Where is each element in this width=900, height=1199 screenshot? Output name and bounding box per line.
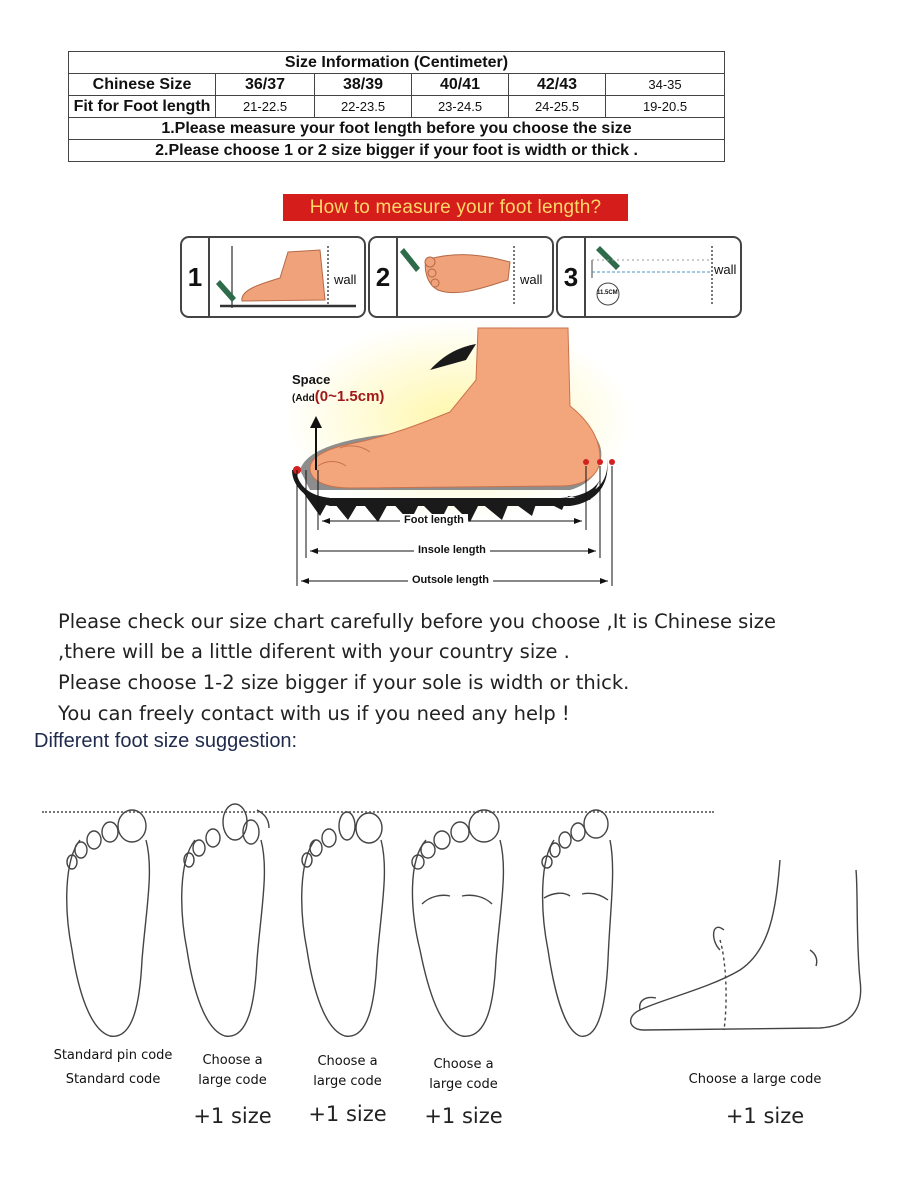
step-number: 3: [558, 238, 586, 316]
foot-label-2-line2: large code: [198, 1073, 267, 1088]
narrow-foot-icon: [542, 810, 613, 1036]
step-number: 2: [370, 238, 398, 316]
length-cell: 22-23.5: [315, 96, 412, 118]
space-add-label: [292, 388, 384, 405]
insole-length-label: Insole length: [414, 544, 490, 556]
size-table: [68, 51, 725, 162]
table-row: [69, 74, 725, 96]
wall-label: wall: [520, 272, 543, 287]
foot-label-5: Choose a large code: [688, 1072, 822, 1087]
info-line-3: Please choose 1-2 size bigger if your sole is width or thick.: [58, 671, 630, 694]
measure-banner: How to measure your foot length?: [283, 194, 628, 221]
info-line-2: ,there will be a little diferent with your country size .: [58, 640, 570, 663]
length-cell: 24-25.5: [509, 96, 606, 118]
length-cell: 23-24.5: [412, 96, 509, 118]
step-1-panel: [180, 236, 366, 318]
foot-label-2-line1: Choose a: [202, 1053, 263, 1068]
space-add-prefix: (Add: [292, 393, 315, 404]
foot-plus-4: +1 size: [424, 1104, 503, 1128]
table-row: [69, 96, 725, 118]
foot-label-3-line1: Choose a: [317, 1054, 378, 1069]
second-toe-foot-icon: [302, 812, 385, 1036]
long-toe-foot-icon: [182, 804, 269, 1036]
step-2-panel: [368, 236, 554, 318]
outsole-length-label: Outsole length: [408, 574, 493, 586]
size-cell: 38/39: [315, 74, 412, 96]
row-label-chinese-size: Chinese Size: [69, 74, 216, 96]
foot-label-4-line2: large code: [429, 1077, 498, 1092]
wide-foot-icon: [412, 810, 503, 1036]
info-line-1: Please check our size chart carefully before you choose ,It is Chinese size: [58, 610, 776, 633]
high-instep-foot-icon: [620, 850, 870, 1040]
length-cell: 21-22.5: [216, 96, 315, 118]
foot-label-standard-line2: Standard code: [65, 1072, 161, 1087]
size-table-title: Size Information (Centimeter): [69, 52, 725, 74]
foot-length-label: Foot length: [400, 514, 468, 526]
foot-label-standard-line1: Standard pin code: [53, 1048, 173, 1063]
suggestion-title: Different foot size suggestion:: [34, 730, 298, 752]
foot-plus-2: +1 size: [193, 1104, 272, 1128]
space-label: Space: [292, 372, 331, 387]
size-cell: 40/41: [412, 74, 509, 96]
step-number: 1: [182, 238, 210, 316]
wall-label: wall: [714, 262, 737, 277]
foot-plus-3: +1 size: [308, 1102, 387, 1126]
info-line-4: You can freely contact with us if you need any help !: [58, 702, 570, 725]
foot-label-4-line1: Choose a: [433, 1057, 494, 1072]
feet-outlines: [50, 800, 630, 1050]
space-add-value: (0~1.5cm): [314, 388, 385, 405]
length-cell: 19-20.5: [606, 96, 725, 118]
size-note-2: 2.Please choose 1 or 2 size bigger if your foot is width or thick .: [69, 140, 725, 162]
size-cell: 42/43: [509, 74, 606, 96]
measure-icon: [586, 238, 738, 316]
step-3-panel: [556, 236, 742, 318]
size-note-1: 1.Please measure your foot length before you choose the size: [69, 118, 725, 140]
foot-plus-5: +1 size: [725, 1104, 805, 1128]
standard-foot-icon: [67, 810, 150, 1036]
wall-label: wall: [334, 272, 357, 287]
foot-label-3-line2: large code: [313, 1074, 382, 1089]
row-label-foot-length: Fit for Foot length: [69, 96, 216, 118]
size-cell: 36/37: [216, 74, 315, 96]
size-cell: 34-35: [606, 74, 725, 96]
measure-badge: 11.5CM: [597, 290, 618, 296]
